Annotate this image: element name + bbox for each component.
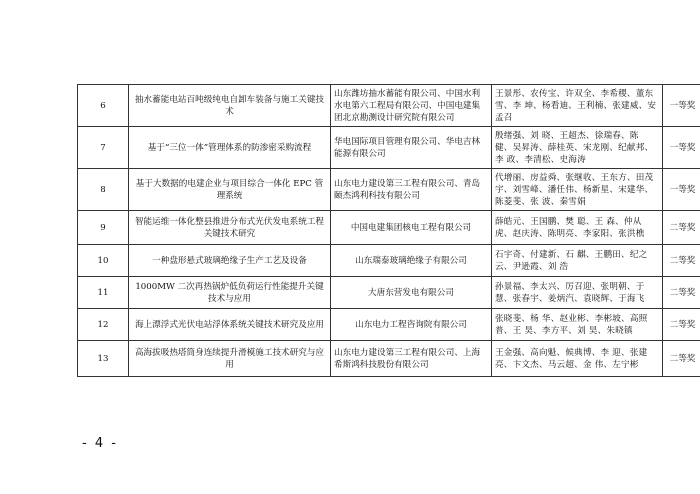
table-row xyxy=(78,309,700,341)
table-row xyxy=(78,211,700,245)
completing-units: 山东电力建设第三工程有限公司、青岛颐杰鸿利科技有限公司 xyxy=(331,169,492,211)
completing-people: 代增丽、房益舜、张继收、王东方、田茂宇、刘雪峰、潘任伟、杨新星、宋建华、陈菱斐、张 波、秦雪娟 xyxy=(492,169,663,211)
award-grade: 一等奖 xyxy=(663,169,700,211)
project-name: 基于大数据的电建企业与项目综合一体化 EPC 管理系统 xyxy=(129,169,331,211)
completing-people: 王金强、高向魁、候典博、李 迎、张建亮、卞文杰、马云超、金 伟、左宁彬 xyxy=(492,341,663,377)
row-number: 10 xyxy=(78,245,129,277)
completing-people: 孙景福、李太兴、厉召迎、张明朝、于 慧、张春宇、姜炳汽、袁晓辉、于海飞 xyxy=(492,277,663,309)
page-number: - 4 - xyxy=(82,436,118,451)
project-name: 基于“三位一体”管理体系的防渗密采购流程 xyxy=(129,127,331,169)
completing-units: 山东电力工程咨询院有限公司 xyxy=(331,309,492,341)
completing-people: 张晓斐、杨 华、赵业彬、李彬坡、高照普、王 昊、李方平、刘 昊、朱晓镇 xyxy=(492,309,663,341)
completing-units: 山东瑞泰玻璃绝缘子有限公司 xyxy=(331,245,492,277)
completing-units: 华电国际项目管理有限公司、华电吉林能源有限公司 xyxy=(331,127,492,169)
project-name: 智能运维一体化整县推进分布式光伏发电系统工程关键技术研究 xyxy=(129,211,331,245)
row-number: 9 xyxy=(78,211,129,245)
row-number: 13 xyxy=(78,341,129,377)
project-name: 抽水蓄能电站百吨级纯电自卸车装备与施工关键技术 xyxy=(129,85,331,127)
completing-people: 王景彤、农传宝、许双全、李希稷、董东雪、李 坤、杨看迪、王利楠、张建威、安孟召 xyxy=(492,85,663,127)
table-row xyxy=(78,169,700,211)
row-number: 7 xyxy=(78,127,129,169)
table-row xyxy=(78,85,700,127)
completing-people: 殷绪强、刘 晓、王超杰、徐瑞春、陈 健、吴昇涛、薛桂英、宋龙刚、纪献邦、李 政、李清松、史海涛 xyxy=(492,127,663,169)
award-grade: 一等奖 xyxy=(663,127,700,169)
award-grade: 二等奖 xyxy=(663,277,700,309)
award-grade: 一等奖 xyxy=(663,85,700,127)
row-number: 6 xyxy=(78,85,129,127)
project-name: 海上漂浮式光伏电站浮体系统关键技术研究及应用 xyxy=(129,309,331,341)
row-number: 12 xyxy=(78,309,129,341)
completing-units: 中国电建集团核电工程有限公司 xyxy=(331,211,492,245)
completing-units: 山东潍坊抽水蓄能有限公司、中国水利水电第六工程局有限公司、中国电建集团北京勘测设计研究院有限公司 xyxy=(331,85,492,127)
award-grade: 二等奖 xyxy=(663,245,700,277)
awards-table xyxy=(77,84,700,377)
row-number: 8 xyxy=(78,169,129,211)
table-row xyxy=(78,341,700,377)
completing-people: 石宇奇、付建新、石 麒、王鹏田、纪之云、尹逊霞、刘 浩 xyxy=(492,245,663,277)
award-grade: 二等奖 xyxy=(663,341,700,377)
row-number: 11 xyxy=(78,277,129,309)
project-name: 一种盘形悬式玻璃绝缘子生产工艺及设备 xyxy=(129,245,331,277)
project-name: 1000MW 二次再热锅炉低负荷运行性能提升关键技术与应用 xyxy=(129,277,331,309)
project-name: 高海拔吸热塔筒身连续提升滑模施工技术研究与应用 xyxy=(129,341,331,377)
completing-units: 大唐东营发电有限公司 xyxy=(331,277,492,309)
table-row xyxy=(78,127,700,169)
award-grade: 二等奖 xyxy=(663,309,700,341)
table-row xyxy=(78,245,700,277)
table-row xyxy=(78,277,700,309)
award-grade: 二等奖 xyxy=(663,211,700,245)
completing-units: 山东电力建设第三工程有限公司、上海希斯鸿科技股份有限公司 xyxy=(331,341,492,377)
completing-people: 薛皓元、王国鹏、樊 聪、王 森、仲从虎、赵庆涛、陈明亮、李家阳、张洪樵 xyxy=(492,211,663,245)
